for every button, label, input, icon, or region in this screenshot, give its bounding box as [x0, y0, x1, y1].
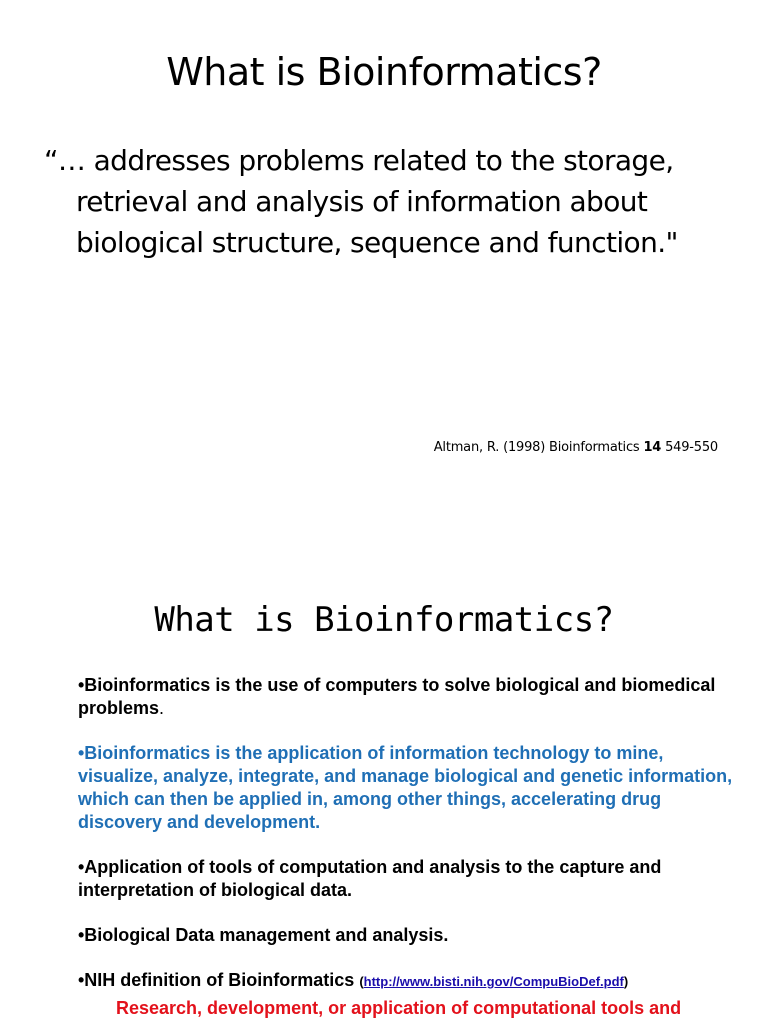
citation-authors: Altman, R. (1998) Bioinformatics: [433, 440, 640, 455]
bullet-1-text: •Bioinformatics is the use of computers to solve biological and biomedical problems: [78, 675, 716, 718]
bullet-item-4: •Biological Data management and analysis.: [78, 925, 449, 945]
paren-open: (: [359, 974, 364, 989]
citation-pages: 549-550: [665, 440, 718, 455]
slide-2-title: What is Bioinformatics?: [154, 600, 614, 640]
bullet-item-5: [78, 969, 748, 993]
quote-line-3: biological structure, sequence and function.": [76, 226, 678, 259]
nih-definition-link[interactable]: http://www.bisti.nih.gov/CompuBioDef.pdf: [363, 974, 624, 989]
bullet-item-2: •Bioinformatics is the application of information technology to mine, visualize, analyze, integrate, and manage biological and genetic information, which can then be applied in, among other things, accelerating drug discovery and development.: [78, 743, 733, 832]
bullet-item-1: [78, 674, 748, 720]
nih-definition-text: Research, development, or application of computational tools and: [116, 998, 682, 1018]
citation-volume: 14: [643, 440, 662, 455]
quote-line-2: retrieval and analysis of information about: [76, 185, 648, 218]
paren-close: ): [623, 974, 629, 989]
bullet-1-period: .: [159, 698, 165, 718]
quote: [44, 140, 744, 263]
slide-1-title: What is Bioinformatics?: [166, 50, 602, 94]
bullet-item-3: •Application of tools of computation and analysis to the capture and interpretation of biological data.: [78, 857, 662, 900]
citation: [434, 440, 718, 455]
quote-line-1: “… addresses problems related to the storage,: [44, 144, 674, 177]
bullet-list: [78, 674, 748, 1015]
slide-2: [0, 560, 768, 1024]
bullet-5-text: •NIH definition of Bioinformatics: [78, 970, 355, 990]
